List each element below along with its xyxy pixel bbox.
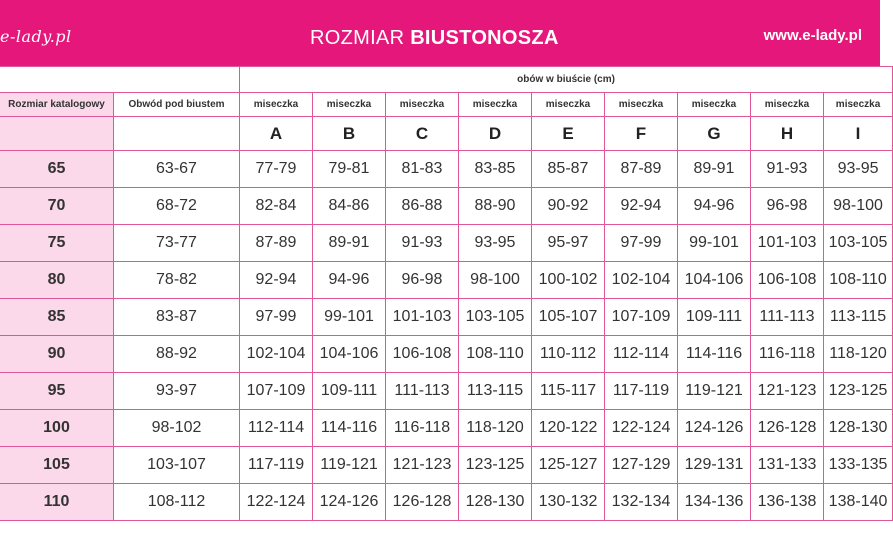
- bust-range-cell: 96-98: [386, 262, 459, 299]
- bust-range-cell: 125-127: [532, 447, 605, 484]
- bust-range-cell: 83-85: [459, 151, 532, 188]
- table-row: [0, 225, 893, 262]
- bust-range-cell: 120-122: [532, 410, 605, 447]
- table-row: [0, 151, 893, 188]
- bust-caption: obów w biuście (cm): [240, 67, 893, 93]
- bust-range-cell: 108-110: [459, 336, 532, 373]
- bust-range-cell: 124-126: [678, 410, 751, 447]
- underbust-cell: 68-72: [114, 188, 240, 225]
- bust-range-cell: 127-129: [605, 447, 678, 484]
- bust-range-cell: 96-98: [751, 188, 824, 225]
- cup-word-header: miseczka: [240, 93, 313, 117]
- bust-range-cell: 122-124: [605, 410, 678, 447]
- underbust-cell: 83-87: [114, 299, 240, 336]
- bust-range-cell: 119-121: [313, 447, 386, 484]
- bust-range-cell: 111-113: [751, 299, 824, 336]
- bust-range-cell: 136-138: [751, 484, 824, 521]
- table-row: [0, 336, 893, 373]
- bust-range-cell: 89-91: [678, 151, 751, 188]
- cup-letter-header: I: [824, 117, 893, 151]
- bust-range-cell: 97-99: [240, 299, 313, 336]
- bust-range-cell: 106-108: [751, 262, 824, 299]
- underbust-cell: 73-77: [114, 225, 240, 262]
- bust-range-cell: 92-94: [240, 262, 313, 299]
- table-row: [0, 484, 893, 521]
- bust-range-cell: 116-118: [751, 336, 824, 373]
- catalog-size-cell: 95: [0, 373, 114, 410]
- bust-range-cell: 108-110: [824, 262, 893, 299]
- bust-range-cell: 129-131: [678, 447, 751, 484]
- bust-range-cell: 105-107: [532, 299, 605, 336]
- corner-cell: [0, 67, 240, 93]
- bust-range-cell: 113-115: [824, 299, 893, 336]
- cup-letter-header: F: [605, 117, 678, 151]
- bust-range-cell: 86-88: [386, 188, 459, 225]
- underbust-cell: 88-92: [114, 336, 240, 373]
- bust-range-cell: 93-95: [824, 151, 893, 188]
- bust-range-cell: 112-114: [605, 336, 678, 373]
- bust-range-cell: 123-125: [459, 447, 532, 484]
- bust-range-cell: 121-123: [751, 373, 824, 410]
- bust-range-cell: 101-103: [751, 225, 824, 262]
- bust-range-cell: 116-118: [386, 410, 459, 447]
- cup-word-header: miseczka: [824, 93, 893, 117]
- bust-range-cell: 118-120: [824, 336, 893, 373]
- bust-range-cell: 84-86: [313, 188, 386, 225]
- bust-range-cell: 133-135: [824, 447, 893, 484]
- bust-range-cell: 132-134: [605, 484, 678, 521]
- bust-range-cell: 122-124: [240, 484, 313, 521]
- bust-range-cell: 126-128: [386, 484, 459, 521]
- bust-range-cell: 94-96: [678, 188, 751, 225]
- bust-range-cell: 81-83: [386, 151, 459, 188]
- bust-range-cell: 131-133: [751, 447, 824, 484]
- bust-range-cell: 98-100: [824, 188, 893, 225]
- cup-word-header: miseczka: [605, 93, 678, 117]
- size-table: [0, 66, 893, 521]
- header-banner: [0, 0, 880, 67]
- bust-range-cell: 117-119: [240, 447, 313, 484]
- table-row: [0, 373, 893, 410]
- bust-range-cell: 104-106: [313, 336, 386, 373]
- bust-range-cell: 107-109: [605, 299, 678, 336]
- bust-range-cell: 113-115: [459, 373, 532, 410]
- underbust-cell: 78-82: [114, 262, 240, 299]
- table-row: [0, 262, 893, 299]
- cup-word-header: miseczka: [678, 93, 751, 117]
- bust-range-cell: 82-84: [240, 188, 313, 225]
- cup-letter-header: C: [386, 117, 459, 151]
- cup-word-header: miseczka: [386, 93, 459, 117]
- catalog-size-cell: 110: [0, 484, 114, 521]
- cup-word-header: miseczka: [313, 93, 386, 117]
- title-regular: ROZMIAR: [310, 27, 405, 49]
- cup-letter-header: B: [313, 117, 386, 151]
- bust-range-cell: 92-94: [605, 188, 678, 225]
- cup-letter-header: D: [459, 117, 532, 151]
- table-row: [0, 410, 893, 447]
- catalog-size-cell: 75: [0, 225, 114, 262]
- bust-range-cell: 87-89: [605, 151, 678, 188]
- catalog-size-cell: 80: [0, 262, 114, 299]
- site-url-link[interactable]: www.e-lady.pl: [763, 27, 862, 44]
- underbust-cell: 108-112: [114, 484, 240, 521]
- bust-range-cell: 110-112: [532, 336, 605, 373]
- bust-range-cell: 117-119: [605, 373, 678, 410]
- cup-letter-header: A: [240, 117, 313, 151]
- catalog-size-cell: 65: [0, 151, 114, 188]
- bust-range-cell: 107-109: [240, 373, 313, 410]
- bust-range-cell: 91-93: [386, 225, 459, 262]
- bust-range-cell: 87-89: [240, 225, 313, 262]
- bust-range-cell: 91-93: [751, 151, 824, 188]
- cup-word-header: miseczka: [532, 93, 605, 117]
- bust-range-cell: 99-101: [678, 225, 751, 262]
- page-title: [310, 27, 559, 50]
- table-row: [0, 188, 893, 225]
- catalog-size-cell: 85: [0, 299, 114, 336]
- logo[interactable]: e-lady.pl: [0, 27, 72, 46]
- bust-range-cell: 109-111: [313, 373, 386, 410]
- bust-range-cell: 114-116: [678, 336, 751, 373]
- bust-range-cell: 111-113: [386, 373, 459, 410]
- bust-range-cell: 112-114: [240, 410, 313, 447]
- bust-range-cell: 103-105: [824, 225, 893, 262]
- bust-range-cell: 115-117: [532, 373, 605, 410]
- bust-range-cell: 104-106: [678, 262, 751, 299]
- bust-range-cell: 102-104: [240, 336, 313, 373]
- catalog-size-cell: 100: [0, 410, 114, 447]
- bust-range-cell: 121-123: [386, 447, 459, 484]
- bust-range-cell: 100-102: [532, 262, 605, 299]
- bust-range-cell: 101-103: [386, 299, 459, 336]
- bust-range-cell: 134-136: [678, 484, 751, 521]
- cup-letter-header: H: [751, 117, 824, 151]
- bust-range-cell: 124-126: [313, 484, 386, 521]
- bust-range-cell: 128-130: [824, 410, 893, 447]
- cup-word-header: miseczka: [751, 93, 824, 117]
- bust-range-cell: 118-120: [459, 410, 532, 447]
- bust-range-cell: 77-79: [240, 151, 313, 188]
- bust-range-cell: 85-87: [532, 151, 605, 188]
- bust-range-cell: 94-96: [313, 262, 386, 299]
- cup-letter-header: G: [678, 117, 751, 151]
- bust-range-cell: 138-140: [824, 484, 893, 521]
- bust-range-cell: 119-121: [678, 373, 751, 410]
- bust-range-cell: 106-108: [386, 336, 459, 373]
- cup-letter-header: E: [532, 117, 605, 151]
- bust-range-cell: 126-128: [751, 410, 824, 447]
- bust-range-cell: 114-116: [313, 410, 386, 447]
- bust-range-cell: 99-101: [313, 299, 386, 336]
- table-row: [0, 299, 893, 336]
- underbust-cell: 103-107: [114, 447, 240, 484]
- table-row: [0, 447, 893, 484]
- catalog-size-cell: 70: [0, 188, 114, 225]
- bust-range-cell: 89-91: [313, 225, 386, 262]
- bust-range-cell: 109-111: [678, 299, 751, 336]
- catalog-size-cell: 105: [0, 447, 114, 484]
- bust-range-cell: 79-81: [313, 151, 386, 188]
- col-band-header: Obwód pod biustem: [114, 93, 240, 117]
- underbust-cell: 98-102: [114, 410, 240, 447]
- bust-range-cell: 102-104: [605, 262, 678, 299]
- bust-range-cell: 130-132: [532, 484, 605, 521]
- bust-range-cell: 128-130: [459, 484, 532, 521]
- col-size-header: Rozmiar katalogowy: [0, 93, 114, 117]
- cup-word-header: miseczka: [459, 93, 532, 117]
- bust-range-cell: 95-97: [532, 225, 605, 262]
- underbust-cell: 93-97: [114, 373, 240, 410]
- cup-letter-spacer: [114, 117, 240, 151]
- catalog-size-cell: 90: [0, 336, 114, 373]
- cup-letter-spacer: [0, 117, 114, 151]
- underbust-cell: 63-67: [114, 151, 240, 188]
- bust-range-cell: 123-125: [824, 373, 893, 410]
- title-bold: BIUSTONOSZA: [410, 27, 559, 49]
- bust-range-cell: 93-95: [459, 225, 532, 262]
- bust-range-cell: 103-105: [459, 299, 532, 336]
- bust-range-cell: 98-100: [459, 262, 532, 299]
- bust-range-cell: 88-90: [459, 188, 532, 225]
- bust-range-cell: 97-99: [605, 225, 678, 262]
- bust-range-cell: 90-92: [532, 188, 605, 225]
